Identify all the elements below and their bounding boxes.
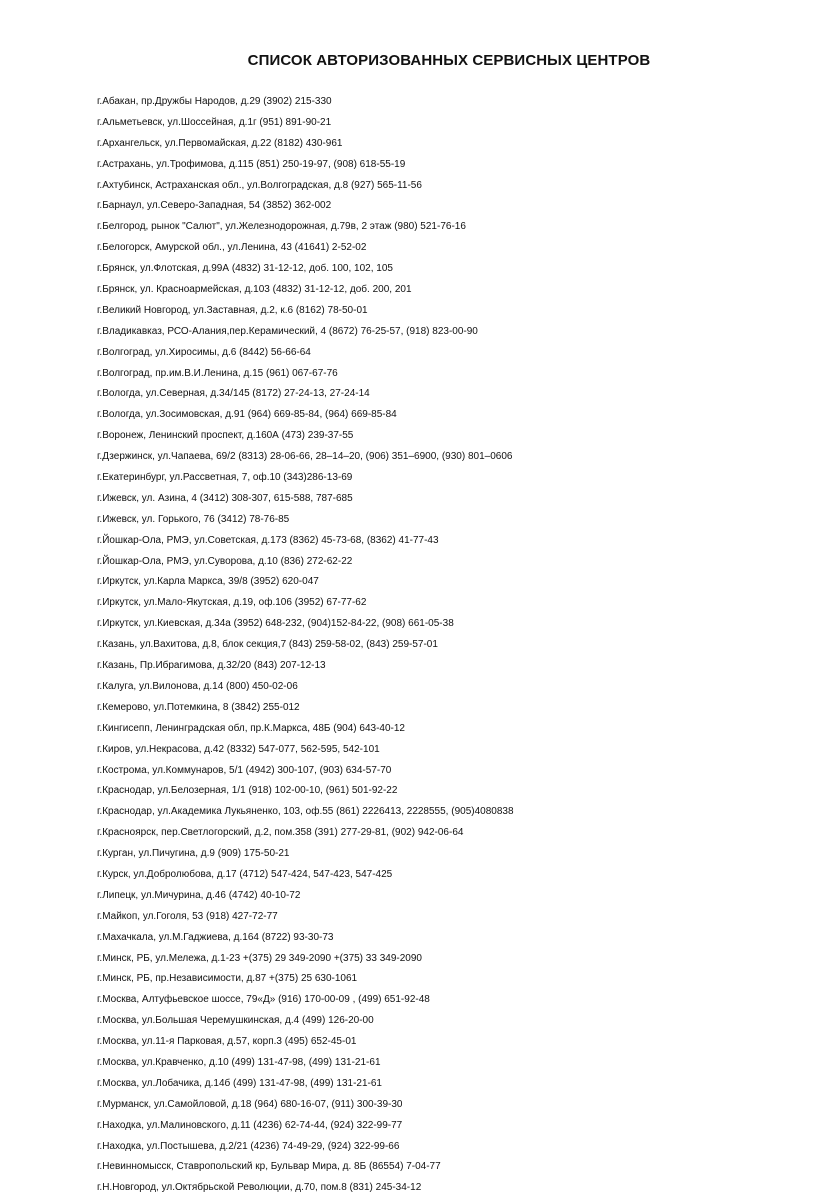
service-center-entry: г.Кострома, ул.Коммунаров, 5/1 (4942) 300-107, (903) 634-57-70 <box>97 764 392 776</box>
service-center-entry: г.Воронеж, Ленинский проспект, д.160А (473) 239-37-55 <box>97 430 354 442</box>
service-center-entry: г.Иркутск, ул.Мало-Якутская, д.19, оф.106 (3952) 67-77-62 <box>97 597 367 609</box>
service-center-entry: г.Мурманск, ул.Самойловой, д.18 (964) 680-16-07, (911) 300-39-30 <box>97 1098 403 1110</box>
service-center-entry: г.Минск, РБ, пр.Независимости, д.87 +(375) 25 630-1061 <box>97 973 358 985</box>
service-center-entry: г.Иркутск, ул.Карла Маркса, 39/8 (3952) 620-047 <box>97 576 319 588</box>
service-center-entry: г.Майкоп, ул.Гоголя, 53 (918) 427-72-77 <box>97 910 278 922</box>
service-center-entry: г.Невинномысск, Ставропольский кр, Бульвар Мира, д. 8Б (86554) 7-04-77 <box>97 1161 441 1173</box>
service-center-entry: г.Барнаул, ул.Северо-Западная, 54 (3852) 362-002 <box>97 200 332 212</box>
service-center-entry: г.Ижевск, ул. Азина, 4 (3412) 308-307, 615-588, 787-685 <box>97 492 353 504</box>
service-center-entry: г.Находка, ул.Малиновского, д.11 (4236) 62-74-44, (924) 322-99-77 <box>97 1119 403 1131</box>
service-center-entry: г.Краснодар, ул.Академика Лукьяненко, 103, оф.55 (861) 2226413, 2228555, (905)4080838 <box>97 806 514 818</box>
service-center-entry: г.Владикавказ, РСО-Алания,пер.Керамический, 4 (8672) 76-25-57, (918) 823-00-90 <box>97 325 478 337</box>
service-center-entry: г.Альметьевск, ул.Шоссейная, д.1г (951) 891-90-21 <box>97 116 332 128</box>
service-center-entry: г.Минск, РБ, ул.Мележа, д.1-23 +(375) 29 349-2090 +(375) 33 349-2090 <box>97 952 422 964</box>
service-center-list <box>97 92 835 1199</box>
service-center-entry: г.Иркутск, ул.Киевская, д.34а (3952) 648-232, (904)152-84-22, (908) 661-05-38 <box>97 618 454 630</box>
service-center-entry: г.Астрахань, ул.Трофимова, д.115 (851) 250-19-97, (908) 618-55-19 <box>97 158 406 170</box>
service-center-entry: г.Москва, ул.11-я Парковая, д.57, корп.3 (495) 652-45-01 <box>97 1036 357 1048</box>
service-center-entry: г.Краснодар, ул.Белозерная, 1/1 (918) 102-00-10, (961) 501-92-22 <box>97 785 398 797</box>
service-center-entry: г.Курган, ул.Пичугина, д.9 (909) 175-50-21 <box>97 848 290 860</box>
service-center-entry: г.Киров, ул.Некрасова, д.42 (8332) 547-077, 562-595, 542-101 <box>97 743 380 755</box>
service-center-entry: г.Кемерово, ул.Потемкина, 8 (3842) 255-012 <box>97 701 300 713</box>
service-center-entry: г.Ахтубинск, Астраханская обл., ул.Волгоградская, д.8 (927) 565-11-56 <box>97 179 422 191</box>
service-center-entry: г.Вологда, ул.Зосимовская, д.91 (964) 669-85-84, (964) 669-85-84 <box>97 409 397 421</box>
service-center-entry: г.Йошкар-Ола, РМЭ, ул.Советская, д.173 (8362) 45-73-68, (8362) 41-77-43 <box>97 534 439 546</box>
service-center-entry: г.Казань, Пр.Ибрагимова, д.32/20 (843) 207-12-13 <box>97 660 326 672</box>
service-center-entry: г.Абакан, пр.Дружбы Народов, д.29 (3902) 215-330 <box>97 96 332 107</box>
service-center-entry: г.Великий Новгород, ул.Заставная, д.2, к.6 (8162) 78-50-01 <box>97 304 368 316</box>
service-center-entry: г.Н.Новгород, ул.Октябрьской Революции, д.70, пом.8 (831) 245-34-12 <box>97 1182 422 1194</box>
service-center-entry: г.Красноярск, пер.Светлогорский, д.2, пом.358 (391) 277-29-81, (902) 942-06-64 <box>97 827 464 839</box>
service-center-entry: г.Москва, ул.Кравченко, д.10 (499) 131-47-98, (499) 131-21-61 <box>97 1056 381 1068</box>
service-center-entry: г.Курск, ул.Добролюбова, д.17 (4712) 547-424, 547-423, 547-425 <box>97 868 393 880</box>
service-center-entry: г.Дзержинск, ул.Чапаева, 69/2 (8313) 28-06-66, 28–14–20, (906) 351–6900, (930) 801–0606 <box>97 451 513 463</box>
service-center-entry: г.Брянск, ул.Флотская, д.99А (4832) 31-12-12, доб. 100, 102, 105 <box>97 263 393 275</box>
service-center-entry: г.Белгород, рынок "Салют", ул.Железнодорожная, д.79в, 2 этаж (980) 521-76-16 <box>97 221 466 233</box>
service-center-entry: г.Махачкала, ул.М.Гаджиева, д.164 (8722) 93-30-73 <box>97 931 334 943</box>
service-center-entry: г.Кингисепп, Ленинградская обл, пр.К.Маркса, 48Б (904) 643-40-12 <box>97 722 405 734</box>
service-center-entry: г.Находка, ул.Постышева, д.2/21 (4236) 74-49-29, (924) 322-99-66 <box>97 1140 400 1152</box>
service-center-entry: г.Казань, ул.Вахитова, д.8, блок секция,7 (843) 259-58-02, (843) 259-57-01 <box>97 639 438 651</box>
service-center-entry: г.Москва, Алтуфьевское шоссе, 79«Д» (916) 170-00-09 , (499) 651-92-48 <box>97 994 430 1006</box>
service-center-entry: г.Архангельск, ул.Первомайская, д.22 (8182) 430-961 <box>97 137 343 149</box>
service-center-entry: г.Волгоград, ул.Хиросимы, д.6 (8442) 56-66-64 <box>97 346 311 358</box>
service-center-entry: г.Екатеринбург, ул.Рассветная, 7, оф.10 (343)286-13-69 <box>97 472 353 484</box>
service-center-entry: г.Москва, ул.Лобачика, д.14б (499) 131-47-98, (499) 131-21-61 <box>97 1077 382 1089</box>
service-center-entry: г.Вологда, ул.Северная, д.34/145 (8172) 27-24-13, 27-24-14 <box>97 388 370 400</box>
service-center-entry: г.Москва, ул.Большая Черемушкинская, д.4 (499) 126-20-00 <box>97 1015 374 1027</box>
service-center-entry: г.Калуга, ул.Вилонова, д.14 (800) 450-02-06 <box>97 680 298 692</box>
service-center-entry: г.Волгоград, пр.им.В.И.Ленина, д.15 (961) 067-67-76 <box>97 367 338 379</box>
service-center-entry: г.Брянск, ул. Красноармейская, д.103 (4832) 31-12-12, доб. 200, 201 <box>97 284 412 296</box>
service-center-entry: г.Белогорск, Амурской обл., ул.Ленина, 43 (41641) 2-52-02 <box>97 242 367 254</box>
service-center-entry: г.Йошкар-Ола, РМЭ, ул.Суворова, д.10 (836) 272-62-22 <box>97 555 353 567</box>
document-title: СПИСОК АВТОРИЗОВАННЫХ СЕРВИСНЫХ ЦЕНТРОВ <box>247 52 651 69</box>
service-center-entry: г.Ижевск, ул. Горького, 76 (3412) 78-76-85 <box>97 513 290 525</box>
service-center-entry: г.Липецк, ул.Мичурина, д.46 (4742) 40-10-72 <box>97 889 301 901</box>
